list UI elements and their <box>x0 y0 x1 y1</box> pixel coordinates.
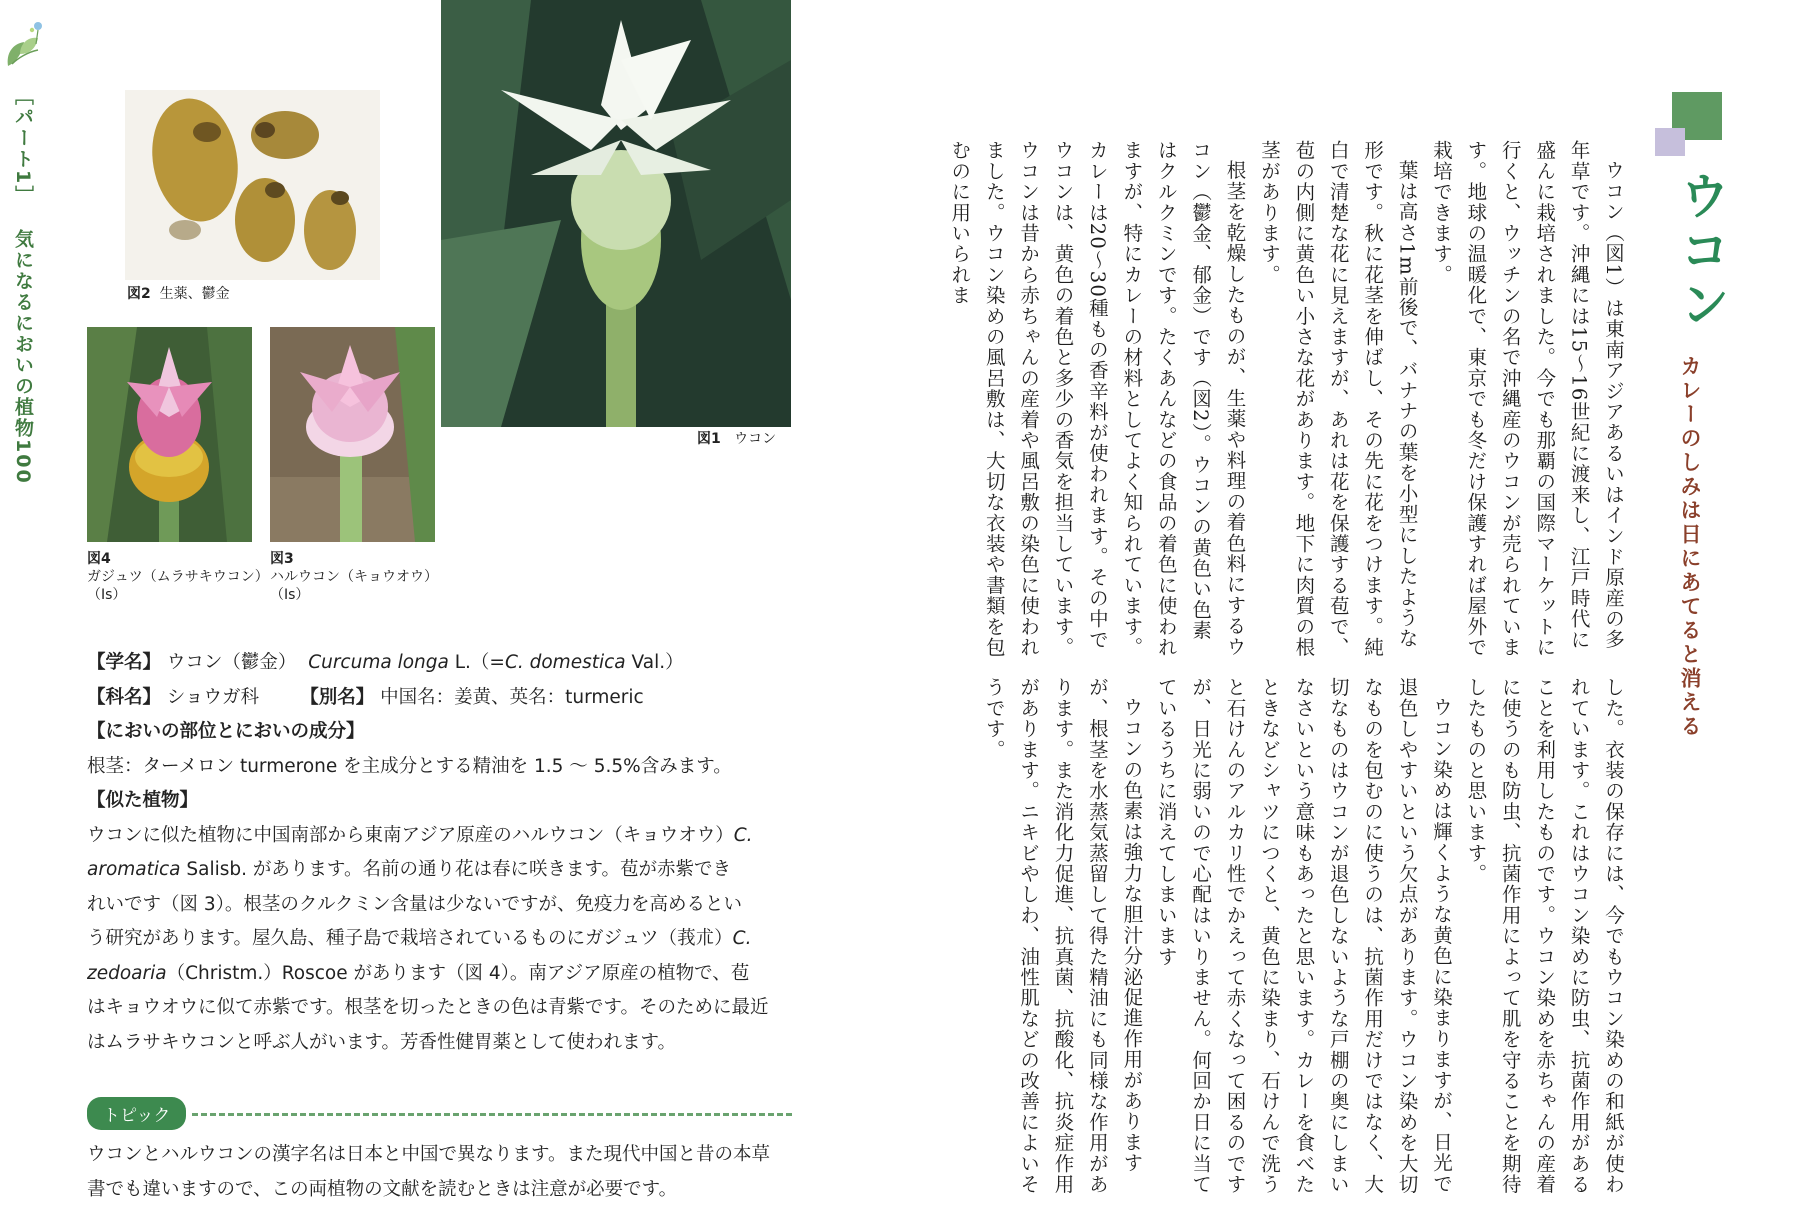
leaf-logo-icon <box>2 14 46 74</box>
figure-4-number: 図4 <box>87 551 111 567</box>
figure-1-label: ウコン <box>734 431 776 447</box>
article-paragraph: ウコンの色素は強力な胆汁分泌促進作用がありますが、根茎を水蒸気蒸留して得た精油にも同様な作用があります。また消化力促進、抗真菌、抗酸化、抗炎症作用があります。ニキビやしわ、油性肌などの改善によいそうです。 <box>976 677 1148 1197</box>
figure-3-label: ハルウコン（キョウオウ） <box>270 568 438 586</box>
article-body-upper <box>942 140 1630 660</box>
topic-line-1: ウコンとハルウコンの漢字名は日本と中国で異なります。また現代中国と昔の本草 <box>87 1138 792 1173</box>
scientific-name-row <box>87 646 792 681</box>
figure-1-number: 図1 <box>697 431 721 447</box>
similar-text-2a: aromatica <box>87 859 181 880</box>
figure-4-credit: （Is） <box>87 586 269 604</box>
article-paragraph: 根茎を乾燥したものが、生薬や料理の着色料にするウコン（鬱金、郁金）です（図2）。ウコンの黄色い色素はクルクミンです。たくあんなどの食品の着色に使われますが、特にカレーの材料としてよく知られています。カレーは20〜30種もの香辛料が使われます。その中でウコンは、黄色の着色と多少の香気を担当しています。ウコンは昔から赤ちゃんの産着や風呂敷の染色に使われました。ウコン染めの風呂敷は、大切な衣装や書類を包むのに用いられま <box>942 140 1252 660</box>
scientific-name-jp: ウコン（鬱金） <box>167 652 297 673</box>
part-bracket-open: ［ <box>12 86 34 107</box>
article-paragraph: ウコン染めは輝くような黄色に染まりますが、日光で退色しやすいという欠点があります。ウコン染めを大切なものを包むのに使うのは、抗菌作用だけではなく、大切なものはウコンが退色しないような戸棚の奥にしまいなさいという意味もあったと思います。カレーを食べたときなどシャツにつくと、黄色に染まり、石けんで洗うと石けんのアルカリ性でかえって赤くなって困るのですが、日光に弱いので心配はいりません。何回か日に当てているうちに消えてしまいます <box>1148 677 1458 1197</box>
similar-text-5b: （Christm.）Roscoe があります（図 4）。南アジア原産の植物で、苞 <box>167 963 750 984</box>
article-title: ウコン <box>1665 170 1737 332</box>
part-series-label <box>11 86 35 485</box>
scientific-name-synonym: C. domestica <box>505 652 626 673</box>
figure-2-caption <box>127 285 230 303</box>
figure-1-caption <box>697 430 776 448</box>
figure-3-caption <box>270 550 438 604</box>
similar-plants-line <box>87 957 792 992</box>
family-row <box>87 681 792 716</box>
plant-info-block <box>87 646 792 1060</box>
article-paragraph: した。衣装の保存には、今でもウコン染めの和紙が使われています。これはウコン染めに防虫、抗菌作用があることを利用したものです。ウコン染めを赤ちゃんの産着に使うのも防虫、抗菌作用によって肌を守ることを期待したものと思います。 <box>1458 677 1630 1197</box>
figure-4-caption <box>87 550 269 604</box>
figure-3-credit: （Is） <box>270 586 438 604</box>
odor-part-text: 根茎：ターメロン turmerone を主成分とする精油を 1.5 〜 5.5%含みます。 <box>87 750 792 785</box>
scientific-name-synonym-author: Val.） <box>632 652 684 673</box>
article-subtitle: カレーのしみは日にあてると消える <box>1675 355 1705 739</box>
article-paragraph: 葉は高さ1m前後で、バナナの葉を小型にしたような形です。秋に花茎を伸ばし、その先に花をつけます。純白で清楚な花に見えますが、あれは花を保護する苞で、苞の内側に黄色い小さな花があります。地下に肉質の根茎があります。 <box>1252 140 1424 660</box>
figure-2-number: 図2 <box>127 286 151 302</box>
similar-text-7: はムラサキウコンと呼ぶ人がいます。芳香性健胃薬として使われます。 <box>87 1026 792 1061</box>
topic-line-2: 書でも違いますので、この両植物の文献を読むときは注意が必要です。 <box>87 1173 792 1207</box>
similar-plants-line <box>87 819 792 854</box>
figure-3-photo <box>270 327 435 542</box>
similar-plants-line <box>87 853 792 888</box>
part-number: パート1 <box>12 107 34 185</box>
similar-plants-line <box>87 922 792 957</box>
family-name: ショウガ科 <box>167 687 259 708</box>
series-title: 気になるにおいの植物100 <box>11 229 35 485</box>
similar-text-3: れいです（図 3）。根茎のクルクミン含量は少ないですが、免疫力を高めるとい <box>87 888 792 923</box>
topic-badge: トピック <box>87 1097 186 1130</box>
figure-1-photo <box>441 0 791 427</box>
scientific-name-author: L.（= <box>455 652 505 673</box>
alias-text: 中国名：姜黄、英名：turmeric <box>380 687 644 708</box>
part-bracket-close: ］ <box>12 185 34 206</box>
similar-text-4b: C. <box>733 928 752 949</box>
figure-2-photo <box>125 90 380 280</box>
topic-divider <box>192 1113 792 1116</box>
similar-text-6: はキョウオウに似て赤紫です。根茎を切ったときの色は青紫です。そのために最近 <box>87 991 792 1026</box>
family-tag: 【科名】 <box>87 687 161 708</box>
topic-header <box>87 1097 792 1130</box>
title-decoration-square-small <box>1655 128 1685 156</box>
figure-2-label: 生薬、鬱金 <box>160 286 230 302</box>
alias-tag: 【別名】 <box>300 687 374 708</box>
article-body-lower <box>976 677 1630 1197</box>
topic-text <box>87 1138 792 1207</box>
similar-text-4: う研究があります。屋久島、種子島で栽培されているものにガジュツ（莪朮） <box>87 928 733 949</box>
scientific-name-latin: Curcuma longa <box>308 652 449 673</box>
similar-plants-tag: 【似た植物】 <box>87 784 792 819</box>
similar-text-1: ウコンに似た植物に中国南部から東南アジア原産のハルウコン（キョウオウ） <box>87 825 734 846</box>
figure-3-number: 図3 <box>270 551 294 567</box>
article-paragraph: ウコン（図1）は東南アジアあるいはインド原産の多年草です。沖縄には15〜16世紀に渡来し、江戸時代に盛んに栽培されました。今でも那覇の国際マーケットに行くと、ウッチンの名で沖縄産のウコンが売られています。地球の温暖化で、東京でも冬だけ保護すれば屋外で栽培できます。 <box>1424 140 1630 660</box>
similar-text-1b: C. <box>734 825 753 846</box>
figure-4-photo <box>87 327 252 542</box>
similar-text-2b: Salisb. があります。名前の通り花は春に咲きます。苞が赤紫でき <box>186 859 731 880</box>
figure-4-label: ガジュツ（ムラサキウコン） <box>87 568 269 586</box>
scientific-name-tag: 【学名】 <box>87 652 161 673</box>
odor-part-tag: 【においの部位とにおいの成分】 <box>87 715 792 750</box>
similar-text-5a: zedoaria <box>87 963 167 984</box>
